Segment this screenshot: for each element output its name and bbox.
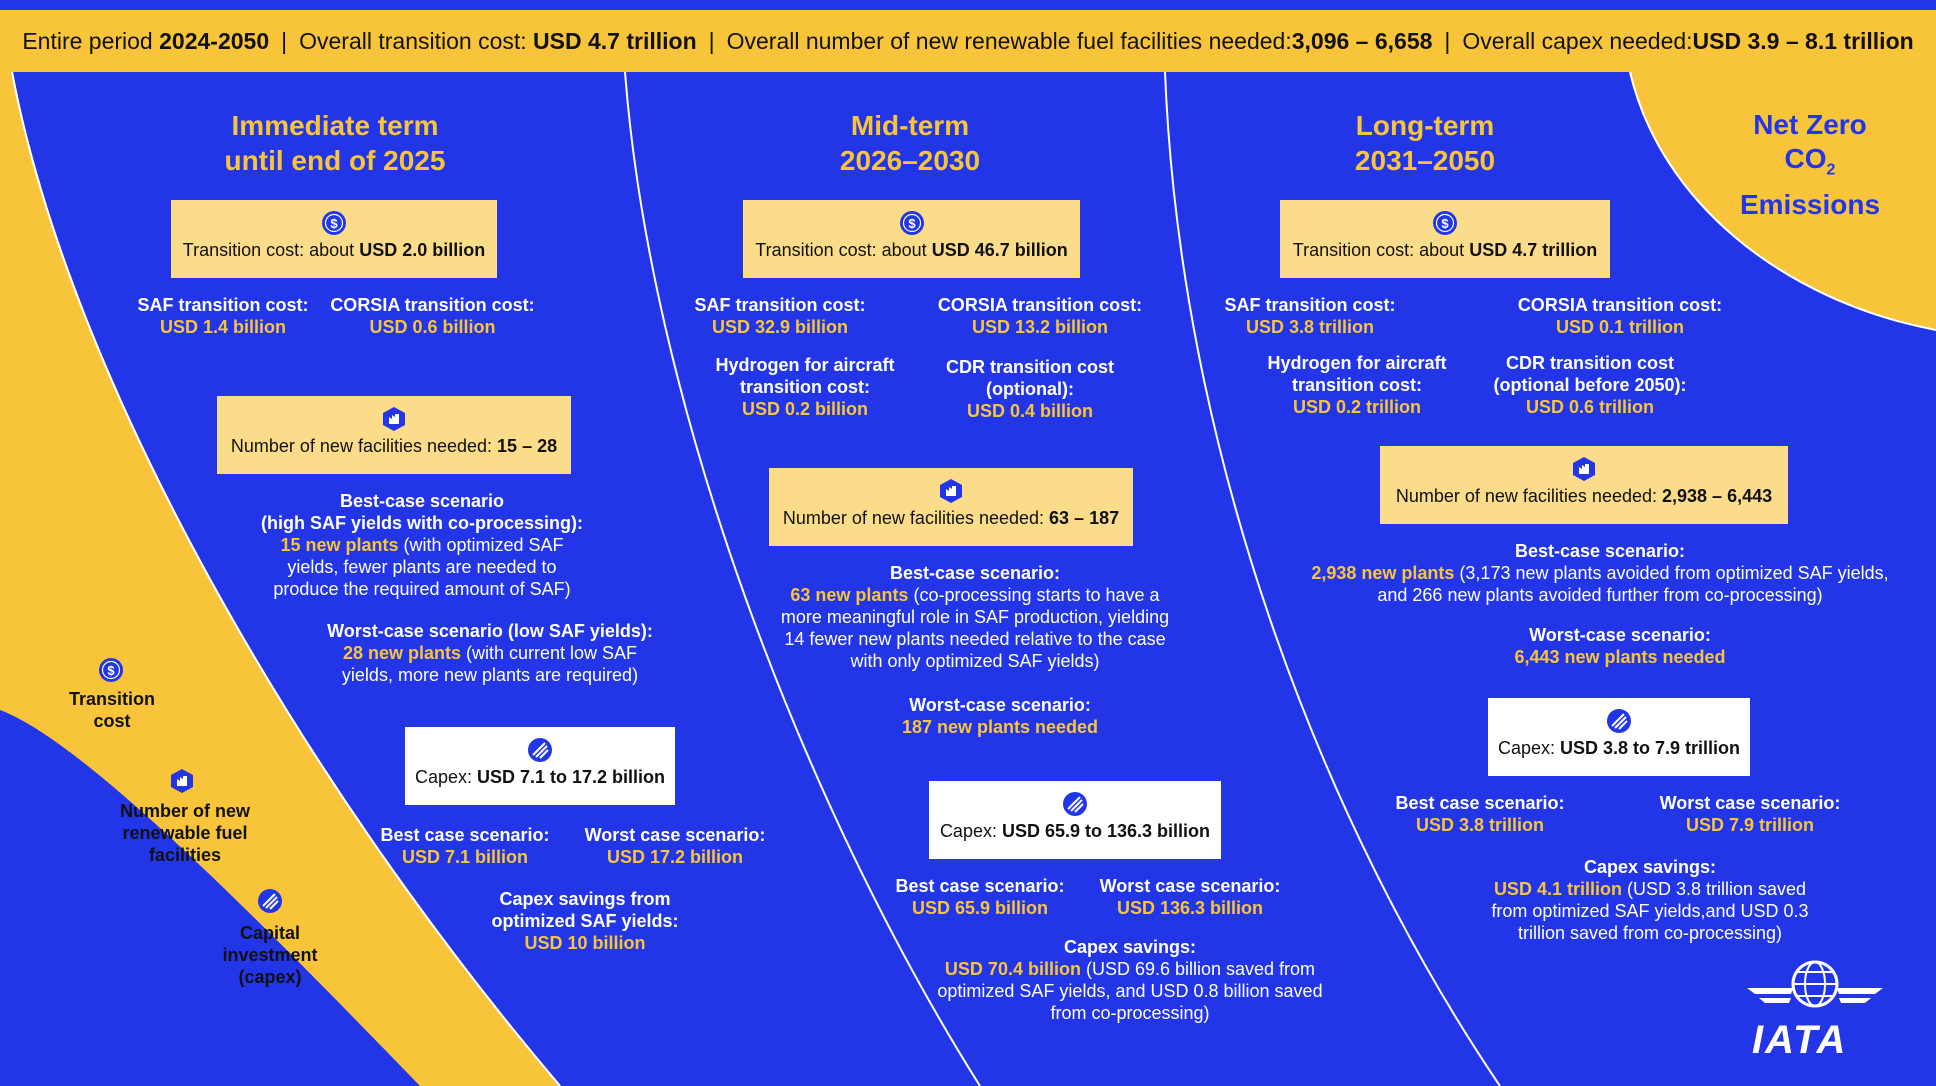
immediate-worst-title: Worst-case scenario (low SAF yields): — [327, 621, 653, 641]
long-best-title: Best-case scenario: — [1514, 541, 1686, 561]
mid-hydrogen-label: Hydrogen for aircraft transition cost: — [715, 355, 895, 397]
long-facilities-label: Number of new facilities needed: — [1395, 486, 1663, 506]
mid-capex-worst-label: Worst case scenario: — [1099, 876, 1281, 896]
separator: | — [281, 27, 288, 54]
mid-worst-case — [860, 694, 1140, 738]
mid-hydrogen-cost — [700, 354, 910, 420]
net-zero-line3: Emissions — [1739, 188, 1881, 220]
immediate-cost-box — [171, 200, 497, 278]
long-capex-box — [1488, 698, 1750, 776]
svg-text:$: $ — [330, 216, 338, 231]
mid-worst-title: Worst-case scenario: — [909, 695, 1091, 715]
long-facilities-value: 2,938 – 6,443 — [1662, 486, 1773, 506]
net-zero-co: CO — [1784, 143, 1827, 174]
long-capex-worst-label: Worst case scenario: — [1659, 793, 1841, 813]
capital-investment-icon — [527, 737, 553, 763]
mid-cdr-cost — [935, 356, 1125, 422]
immediate-term-title — [170, 108, 500, 178]
long-cost-value: USD 4.7 trillion — [1469, 240, 1598, 260]
svg-text:$: $ — [107, 663, 115, 678]
immediate-best-value: 15 new plants — [280, 535, 399, 555]
mid-savings-title: Capex savings: — [1063, 937, 1197, 957]
mid-capex-best-value: USD 65.9 billion — [911, 898, 1049, 918]
immediate-cost-label: Transition cost: about — [182, 240, 360, 260]
mid-capex-worst-value: USD 136.3 billion — [1116, 898, 1264, 918]
long-corsia-label: CORSIA transition cost: — [1517, 295, 1723, 315]
long-capex-best-label: Best case scenario: — [1395, 793, 1565, 813]
mid-title-line1: Mid-term — [850, 110, 970, 141]
long-worst-title: Worst-case scenario: — [1529, 625, 1711, 645]
mid-capex-label: Capex: — [939, 821, 1002, 841]
immediate-facilities-box — [217, 396, 571, 474]
immediate-capex-label: Capex: — [414, 767, 477, 787]
long-corsia-cost — [1510, 294, 1730, 338]
long-worst-value: 6,443 new plants needed — [1514, 647, 1726, 667]
mid-corsia-label: CORSIA transition cost: — [937, 295, 1143, 315]
immediate-best-title: Best-case scenario — [339, 491, 505, 511]
mid-saf-label: SAF transition cost: — [694, 295, 866, 315]
immediate-capex-worst-label: Worst case scenario: — [584, 825, 766, 845]
iata-logo-text: IATA — [1752, 1018, 1848, 1062]
long-cdr-label: CDR transition cost (optional before 2050): — [1493, 353, 1687, 395]
net-zero-line1: Net Zero — [1753, 109, 1867, 140]
summary-period-value: 2024-2050 — [159, 27, 270, 54]
long-capex-worst-value: USD 7.9 trillion — [1685, 815, 1815, 835]
mid-facilities-box — [769, 468, 1133, 546]
summary-cost-label: Overall transition cost: — [299, 27, 527, 54]
long-savings-title: Capex savings: — [1583, 857, 1717, 877]
mid-best-title: Best-case scenario: — [889, 563, 1061, 583]
dollar-coin-icon — [1432, 210, 1458, 236]
net-zero-label — [1705, 108, 1915, 222]
summary-bar — [0, 10, 1936, 72]
capital-investment-icon — [1606, 708, 1632, 734]
long-savings-text: (USD 3.8 trillion saved from optimized SAF yields,and USD 0.3 trillion saved from co-processing) — [1491, 879, 1809, 943]
long-worst-case — [1470, 624, 1770, 668]
long-cost-box — [1280, 200, 1610, 278]
immediate-capex-worst — [570, 824, 780, 868]
mid-cdr-value: USD 0.4 billion — [966, 401, 1094, 421]
net-zero-subscript: 2 — [1826, 161, 1836, 179]
immediate-savings-title: Capex savings from optimized SAF yields: — [491, 889, 679, 931]
factory-icon — [169, 768, 195, 794]
mid-saf-cost — [690, 294, 870, 338]
mid-term-title — [760, 108, 1060, 178]
separator: | — [1444, 27, 1451, 54]
immediate-capex-worst-value: USD 17.2 billion — [606, 847, 744, 867]
immediate-worst-text: (with current low SAF yields, more new plants are required) — [341, 643, 639, 685]
long-best-case — [1290, 540, 1910, 606]
long-capex-best-value: USD 3.8 trillion — [1415, 815, 1545, 835]
immediate-savings-value: USD 10 billion — [524, 933, 646, 953]
capital-investment-icon — [257, 888, 283, 914]
mid-cost-value: USD 46.7 billion — [931, 240, 1068, 260]
legend-transition-cost: Transition cost — [68, 689, 155, 731]
mid-corsia-value: USD 13.2 billion — [971, 317, 1109, 337]
mid-savings-text: (USD 69.6 billion saved from optimized SAF yields, and USD 0.8 billion saved from co-processing) — [937, 959, 1323, 1023]
immediate-capex-value: USD 7.1 to 17.2 billion — [477, 767, 666, 787]
summary-capex-value: USD 3.9 – 8.1 trillion — [1692, 27, 1914, 54]
summary-capex-label: Overall capex needed: — [1462, 27, 1693, 54]
immediate-title-line1: Immediate term — [231, 110, 439, 141]
immediate-corsia-value: USD 0.6 billion — [369, 317, 496, 337]
long-hydrogen-cost — [1252, 352, 1462, 418]
long-capex-worst — [1645, 792, 1855, 836]
mid-best-text: (co-processing starts to have a more meaningful role in SAF production, yielding 14 fewer new plants needed relative to the case with only optimized SAF yields) — [780, 585, 1170, 671]
mid-capex-value: USD 65.9 to 136.3 billion — [1001, 821, 1211, 841]
mid-hydrogen-value: USD 0.2 billion — [741, 399, 869, 419]
immediate-title-line2: until end of 2025 — [224, 145, 446, 176]
mid-capex-best — [885, 875, 1075, 919]
long-saf-label: SAF transition cost: — [1224, 295, 1396, 315]
long-corsia-value: USD 0.1 trillion — [1555, 317, 1685, 337]
immediate-worst-value: 28 new plants — [342, 643, 461, 663]
long-hydrogen-value: USD 0.2 trillion — [1292, 397, 1422, 417]
immediate-best-text: (with optimized SAF yields, fewer plants are needed to produce the required amount of SAF) — [273, 535, 571, 599]
long-capex-best — [1385, 792, 1575, 836]
immediate-saf-value: USD 1.4 billion — [159, 317, 287, 337]
legend-facilities: Number of new renewable fuel facilities — [119, 801, 250, 865]
mid-saf-value: USD 32.9 billion — [711, 317, 849, 337]
mid-cost-box — [743, 200, 1080, 278]
mid-capex-best-label: Best case scenario: — [895, 876, 1065, 896]
factory-icon — [381, 406, 407, 432]
mid-worst-value: 187 new plants needed — [901, 717, 1099, 737]
summary-facilities-label: Overall number of new renewable fuel facilities needed: — [726, 27, 1292, 54]
long-cdr-value: USD 0.6 trillion — [1525, 397, 1655, 417]
summary-cost-value: USD 4.7 trillion — [533, 27, 697, 54]
immediate-capex-best — [370, 824, 560, 868]
summary-period-label: Entire period — [22, 27, 153, 54]
separator: | — [708, 27, 715, 54]
mid-capex-worst — [1085, 875, 1295, 919]
immediate-saf-cost — [128, 294, 318, 338]
immediate-best-case — [232, 490, 612, 600]
mid-cdr-label: CDR transition cost (optional): — [945, 357, 1114, 399]
iata-globe-logo — [1745, 958, 1885, 1020]
mid-cost-label: Transition cost: about — [755, 240, 932, 260]
long-cost-label: Transition cost: about — [1292, 240, 1470, 260]
immediate-facilities-value: 15 – 28 — [497, 436, 558, 456]
mid-best-case — [775, 562, 1175, 672]
legend-capex: Capital investment (capex) — [222, 923, 318, 987]
mid-best-value: 63 new plants — [790, 585, 909, 605]
immediate-capex-savings — [480, 888, 690, 954]
immediate-cost-value: USD 2.0 billion — [359, 240, 486, 260]
long-cdr-cost — [1480, 352, 1700, 418]
mid-facilities-label: Number of new facilities needed: — [782, 508, 1050, 528]
summary-facilities-value: 3,096 – 6,658 — [1291, 27, 1433, 54]
long-saf-value: USD 3.8 trillion — [1245, 317, 1375, 337]
mid-capex-box — [929, 781, 1221, 859]
immediate-capex-best-value: USD 7.1 billion — [401, 847, 529, 867]
mid-savings-value: USD 70.4 billion — [944, 959, 1081, 979]
long-facilities-box — [1380, 446, 1788, 524]
svg-text:$: $ — [907, 216, 916, 231]
long-savings-value: USD 4.1 trillion — [1493, 879, 1622, 899]
dollar-coin-icon — [321, 210, 347, 236]
factory-icon — [938, 478, 964, 504]
long-term-title — [1275, 108, 1575, 178]
svg-text:$: $ — [1441, 216, 1449, 231]
immediate-saf-label: SAF transition cost: — [137, 295, 309, 315]
long-title-line2: 2031–2050 — [1354, 145, 1496, 176]
immediate-corsia-label: CORSIA transition cost: — [330, 295, 535, 315]
mid-corsia-cost — [930, 294, 1150, 338]
capital-investment-icon — [1062, 791, 1088, 817]
long-capex-value: USD 3.8 to 7.9 trillion — [1560, 738, 1741, 758]
mid-title-line2: 2026–2030 — [839, 145, 981, 176]
immediate-facilities-label: Number of new facilities needed: — [230, 436, 498, 456]
mid-capex-savings — [930, 936, 1330, 1024]
long-best-text: (3,173 new plants avoided from optimized SAF yields, and 266 new plants avoided further from co-processing) — [1377, 563, 1889, 605]
long-saf-cost — [1220, 294, 1400, 338]
immediate-worst-case — [300, 620, 680, 686]
long-capex-label: Capex: — [1497, 738, 1560, 758]
long-title-line1: Long-term — [1355, 110, 1495, 141]
immediate-corsia-cost — [320, 294, 545, 338]
dollar-coin-icon — [98, 657, 124, 683]
long-best-value: 2,938 new plants — [1311, 563, 1455, 583]
dollar-coin-icon — [899, 210, 925, 236]
long-capex-savings — [1420, 856, 1880, 944]
factory-icon — [1571, 456, 1597, 482]
immediate-capex-best-label: Best case scenario: — [380, 825, 550, 845]
immediate-capex-box — [405, 727, 675, 805]
mid-facilities-value: 63 – 187 — [1049, 508, 1120, 528]
immediate-best-title2: (high SAF yields with co-processing): — [260, 513, 584, 533]
long-hydrogen-label: Hydrogen for aircraft transition cost: — [1267, 353, 1447, 395]
